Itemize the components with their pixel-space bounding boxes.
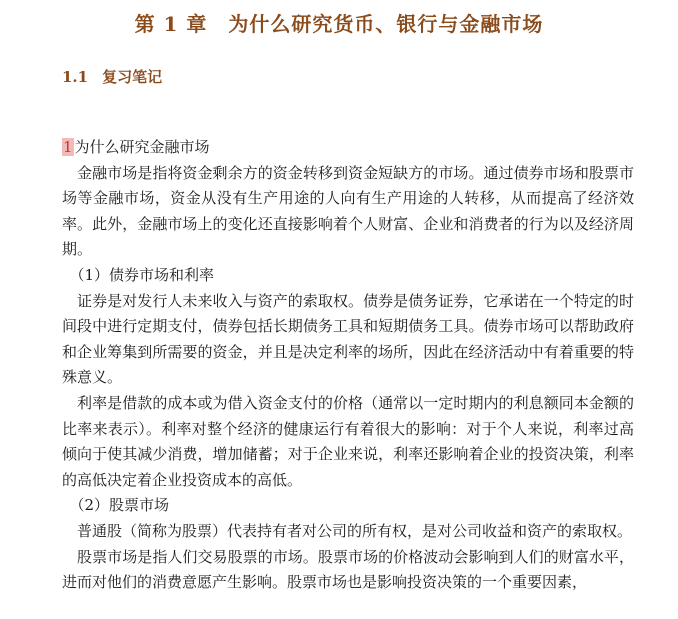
subsection-heading [62,135,634,161]
chapter-title: 第 1 章 为什么研究货币、银行与金融市场 [134,12,544,36]
paragraph-financial-markets: 金融市场是指将资金剩余方的资金转移到资金短缺方的市场。通过债券市场和股票市场等金融市场，资金从没有生产用途的人向有生产用途的人转移，从而提高了经济效率。此外，金融市场上的变化还直接影响着个人财富、企业和消费者的行为以及经济周期。 [62,163,634,259]
section-number: 1.1 [62,68,89,86]
subsection-heading-text: 为什么研究金融市场 [74,138,210,156]
highlighted-heading-number: 1 [63,138,73,156]
subheading-stock-market: （2）股票市场 [62,496,170,515]
subheading-bond-market: （1）债券市场和利率 [62,265,215,284]
paragraph-interest-rate: 利率是借款的成本或为借入资金支付的价格（通常以一定时期内的利息额同本金额的比率来表示）。利率对整个经济的健康运行有着很大的影响：对于个人来说，利率过高倾向于使其减少消费，增加储蓄；对于企业来说，利率还影响着企业的投资决策，利率的高低决定着企业投资成本的高低。 [62,393,634,489]
section-title [62,66,162,87]
paragraph-securities: 证券是对发行人未来收入与资产的索取权。债券是债务证券，它承诺在一个特定的时间段中进行定期支付，债券包括长期债务工具和短期债务工具。债券市场可以帮助政府和企业筹集到所需要的资金，并且是决定利率的场所，因此在经济活动中有着重要的特殊意义。 [62,291,634,387]
section-title-text: 复习笔记 [102,68,163,86]
paragraph-stock-market: 股票市场是指人们交易股票的市场。股票市场的价格波动会影响到人们的财富水平，进而对他们的消费意愿产生影响。股票市场也是影响投资决策的一个重要因素， [62,547,634,592]
body-content [62,135,634,596]
paragraph-common-stock: 普通股（简称为股票）代表持有者对公司的所有权，是对公司收益和资产的索取权。 [62,521,633,540]
